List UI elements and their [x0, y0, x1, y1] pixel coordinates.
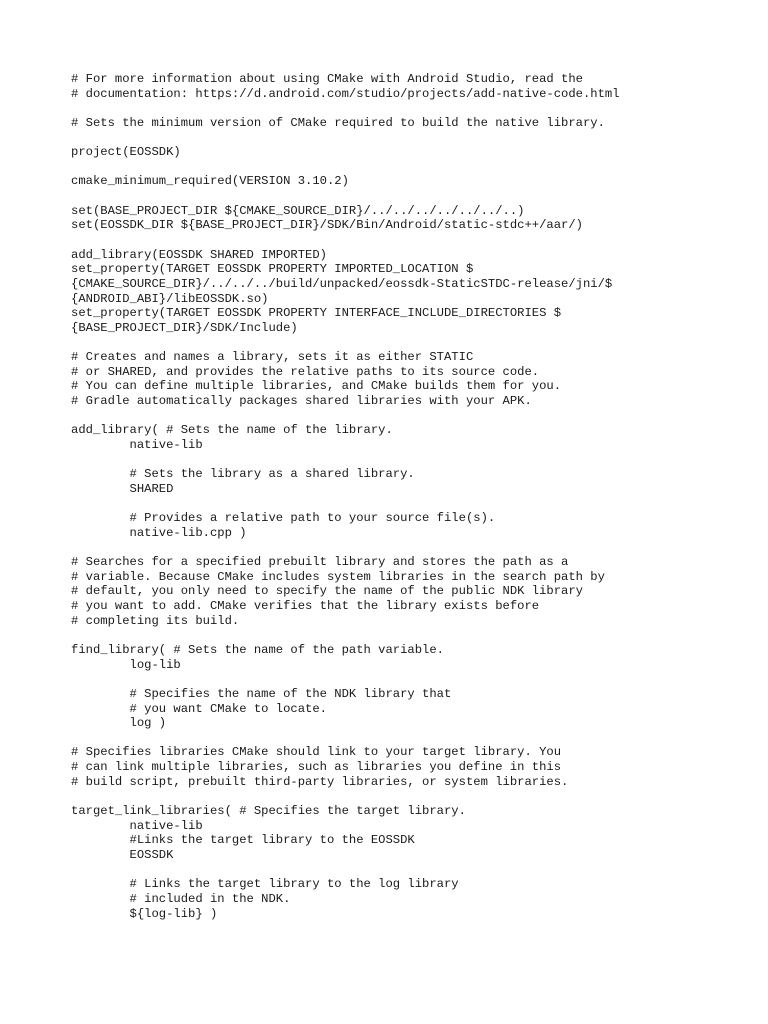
code-line: {BASE_PROJECT_DIR}/SDK/Include) [71, 320, 298, 335]
code-line: # completing its build. [71, 613, 240, 628]
code-line: set(EOSSDK_DIR ${BASE_PROJECT_DIR}/SDK/Bin/Android/static-stdc++/aar/) [71, 218, 583, 233]
code-line: # build script, prebuilt third-party libraries, or system libraries. [71, 774, 569, 789]
code-line: # Links the target library to the log library [71, 877, 459, 892]
code-line: set(BASE_PROJECT_DIR ${CMAKE_SOURCE_DIR}/../../../../../../..) [71, 203, 525, 218]
blank-line [71, 453, 751, 468]
code-line: log-lib [71, 657, 181, 672]
code-line: set_property(TARGET EOSSDK PROPERTY INTERFACE_INCLUDE_DIRECTORIES $ [71, 306, 562, 321]
blank-line [71, 160, 751, 175]
code-line: {CMAKE_SOURCE_DIR}/../../../build/unpacked/eossdk-StaticSTDC-release/jni/$ [71, 276, 613, 291]
code-line: log ) [71, 716, 167, 731]
code-line: # you want CMake to locate. [71, 701, 327, 716]
code-line: # can link multiple libraries, such as libraries you define in this [71, 760, 562, 775]
code-line: native-lib.cpp ) [71, 525, 247, 540]
code-line: # Sets the library as a shared library. [71, 467, 415, 482]
code-line: #Links the target library to the EOSSDK [71, 833, 415, 848]
code-line: set_property(TARGET EOSSDK PROPERTY IMPORTED_LOCATION $ [71, 262, 474, 277]
code-line: EOSSDK [71, 847, 174, 862]
blank-line [71, 731, 751, 746]
code-line: # Sets the minimum version of CMake required to build the native library. [71, 115, 605, 130]
code-line: target_link_libraries( # Specifies the target library. [71, 804, 466, 819]
code-line: # Searches for a specified prebuilt library and stores the path as a [71, 555, 569, 570]
code-line: # You can define multiple libraries, and CMake builds them for you. [71, 379, 562, 394]
blank-line [71, 131, 751, 146]
blank-line [71, 672, 751, 687]
code-line: ${log-lib} ) [71, 906, 218, 921]
blank-line [71, 233, 751, 248]
code-line: # Specifies the name of the NDK library that [71, 686, 452, 701]
code-line: # you want to add. CMake verifies that the library exists before [71, 599, 540, 614]
code-line: add_library(EOSSDK SHARED IMPORTED) [71, 247, 327, 262]
code-line: native-lib [71, 818, 203, 833]
code-line: native-lib [71, 438, 203, 453]
code-line: # or SHARED, and provides the relative paths to its source code. [71, 364, 540, 379]
code-line: # variable. Because CMake includes system libraries in the search path by [71, 569, 605, 584]
code-line: SHARED [71, 481, 174, 496]
code-line: cmake_minimum_required(VERSION 3.10.2) [71, 174, 349, 189]
blank-line [71, 863, 751, 878]
blank-line [71, 336, 751, 351]
blank-line [71, 101, 751, 116]
blank-line [71, 409, 751, 424]
code-line: # For more information about using CMake with Android Studio, read the [71, 72, 583, 86]
code-line: # documentation: https://d.android.com/studio/projects/add-native-code.html [71, 86, 620, 101]
code-line: project(EOSSDK) [71, 145, 181, 160]
blank-line [71, 497, 751, 512]
blank-line [71, 628, 751, 643]
code-line: # Specifies libraries CMake should link to your target library. You [71, 745, 562, 760]
blank-line [71, 189, 751, 204]
blank-line [71, 541, 751, 556]
blank-line [71, 789, 751, 804]
code-listing [71, 72, 751, 921]
code-line: find_library( # Sets the name of the path variable. [71, 642, 444, 657]
code-line: add_library( # Sets the name of the library. [71, 423, 393, 438]
code-line: {ANDROID_ABI}/libEOSSDK.so) [71, 291, 269, 306]
code-line: # Creates and names a library, sets it as either STATIC [71, 350, 474, 365]
code-line: # Provides a relative path to your source file(s). [71, 511, 496, 526]
code-line: # included in the NDK. [71, 891, 291, 906]
code-line: # Gradle automatically packages shared libraries with your APK. [71, 394, 532, 409]
code-line: # default, you only need to specify the name of the public NDK library [71, 584, 583, 599]
